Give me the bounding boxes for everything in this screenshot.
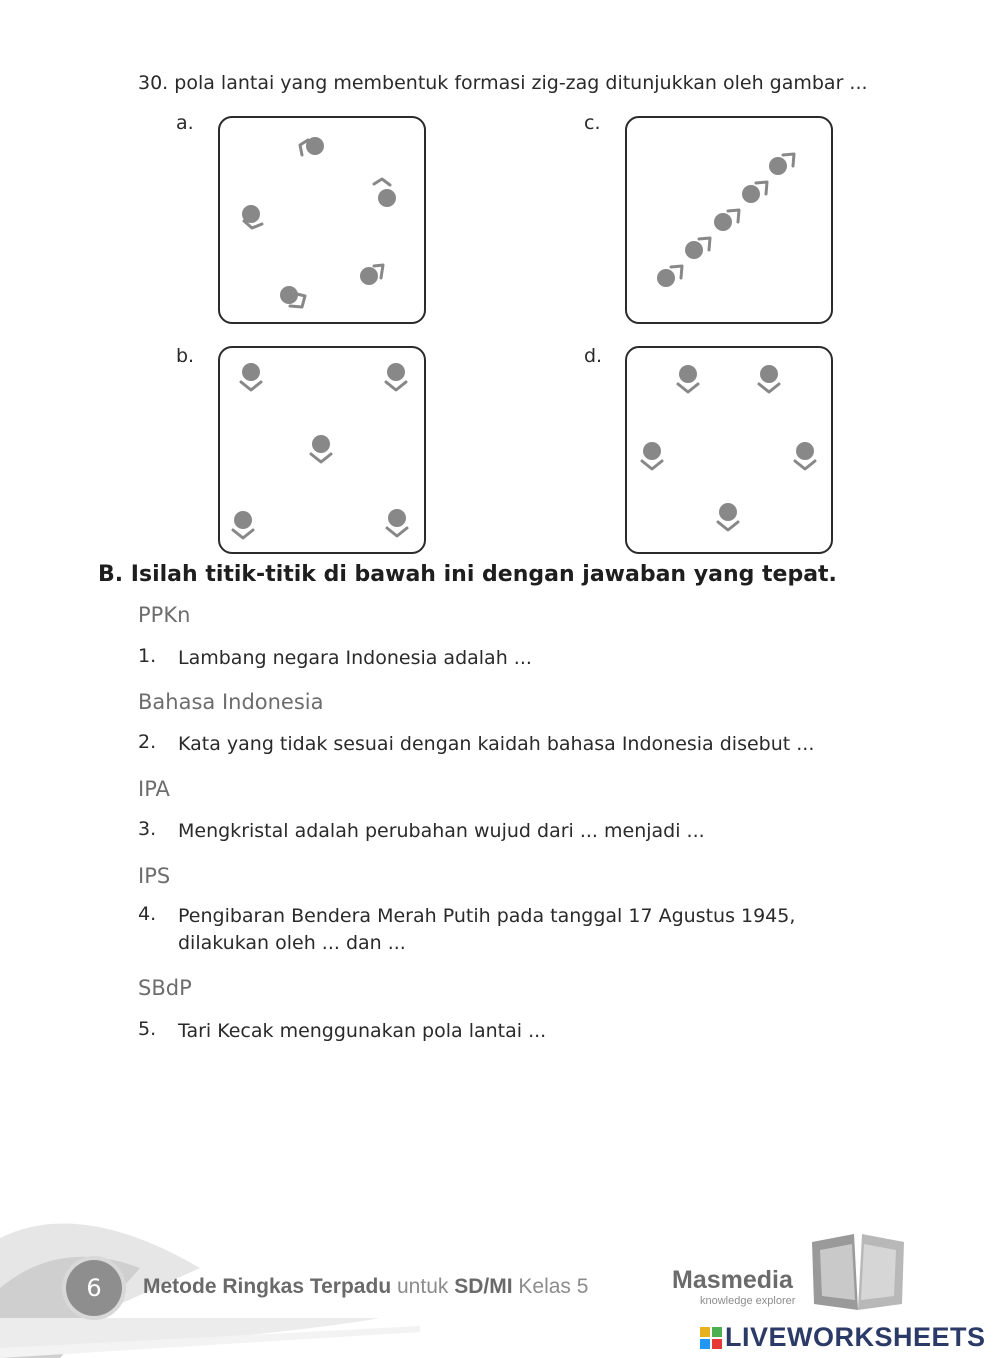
- dancer: [685, 238, 710, 259]
- dancer: [311, 435, 331, 462]
- option-b-figure[interactable]: [218, 346, 426, 554]
- item-number: 1.: [138, 645, 157, 667]
- subject-heading: IPA: [138, 777, 170, 801]
- item-text: Mengkristal adalah perubahan wujud dari ... menjadi ...: [178, 820, 705, 842]
- dancer: [657, 266, 682, 287]
- subject-heading: IPS: [138, 864, 171, 888]
- dancer: [300, 137, 324, 155]
- list-item: [138, 903, 858, 957]
- diagonal-formation-diagram: [627, 118, 831, 322]
- item-number: 3.: [138, 818, 157, 840]
- page-number: 6: [66, 1260, 122, 1316]
- item-text: Pengibaran Bendera Merah Putih pada tanggal 17 Agustus 1945, dilakukan oleh ... dan ...: [178, 905, 796, 954]
- circle-formation-diagram: [220, 118, 424, 322]
- option-c-label: c.: [584, 112, 601, 134]
- dancer: [280, 286, 305, 307]
- question-text: pola lantai yang membentuk formasi zig-zag ditunjukkan oleh gambar ...: [174, 72, 868, 94]
- option-b-label: b.: [176, 345, 195, 367]
- open-book-icon: [808, 1232, 908, 1312]
- dancer: [795, 442, 815, 469]
- list-item: [138, 1018, 858, 1045]
- option-a-label: a.: [176, 112, 194, 134]
- dancer: [642, 442, 662, 469]
- option-c-figure[interactable]: [625, 116, 833, 324]
- option-d-label: d.: [584, 345, 603, 367]
- question-number: 30.: [138, 72, 169, 94]
- option-d-figure[interactable]: [625, 346, 833, 554]
- v-formation-diagram: [627, 348, 831, 552]
- publisher-tagline: knowledge explorer: [700, 1295, 796, 1307]
- dancer: [742, 182, 767, 203]
- dancer: [769, 154, 794, 175]
- cross-formation-diagram: [220, 348, 424, 552]
- book-title-level: SD/MI: [454, 1275, 513, 1298]
- subject-heading: SBdP: [138, 976, 192, 1000]
- publisher-name: Masmedia: [672, 1266, 793, 1294]
- book-title-main: Metode Ringkas Terpadu: [143, 1275, 392, 1298]
- liveworksheets-logo-icon: [700, 1327, 722, 1349]
- item-number: 5.: [138, 1018, 157, 1040]
- dancer: [233, 511, 253, 538]
- dancer: [386, 363, 406, 390]
- list-item: [138, 731, 858, 758]
- dancer: [718, 503, 738, 530]
- subject-heading: Bahasa Indonesia: [138, 690, 324, 714]
- dancer: [678, 365, 698, 392]
- list-item: [138, 645, 858, 672]
- dancer: [387, 509, 407, 536]
- option-a-figure[interactable]: [218, 116, 426, 324]
- dancer: [241, 363, 261, 390]
- item-number: 4.: [138, 903, 157, 925]
- subject-heading: PPKn: [138, 603, 191, 627]
- item-text: Tari Kecak menggunakan pola lantai ...: [178, 1020, 547, 1042]
- liveworksheets-watermark[interactable]: [700, 1322, 986, 1353]
- watermark-text: LIVEWORKSHEETS: [725, 1322, 986, 1352]
- dancer: [759, 365, 779, 392]
- list-item: [138, 818, 858, 845]
- item-text: Kata yang tidak sesuai dengan kaidah bahasa Indonesia disebut ...: [178, 733, 815, 755]
- dancer: [714, 210, 739, 231]
- dancer: [242, 205, 262, 228]
- section-b-title: B. Isilah titik-titik di bawah ini dengan jawaban yang tepat.: [98, 562, 837, 587]
- item-text: Lambang negara Indonesia adalah ...: [178, 647, 532, 669]
- book-title-grade: Kelas 5: [518, 1275, 589, 1298]
- book-title-for: untuk: [397, 1275, 449, 1298]
- item-number: 2.: [138, 731, 157, 753]
- question-30: [138, 72, 868, 94]
- dancer: [360, 265, 383, 285]
- book-title: [143, 1275, 588, 1299]
- dancer: [374, 179, 396, 207]
